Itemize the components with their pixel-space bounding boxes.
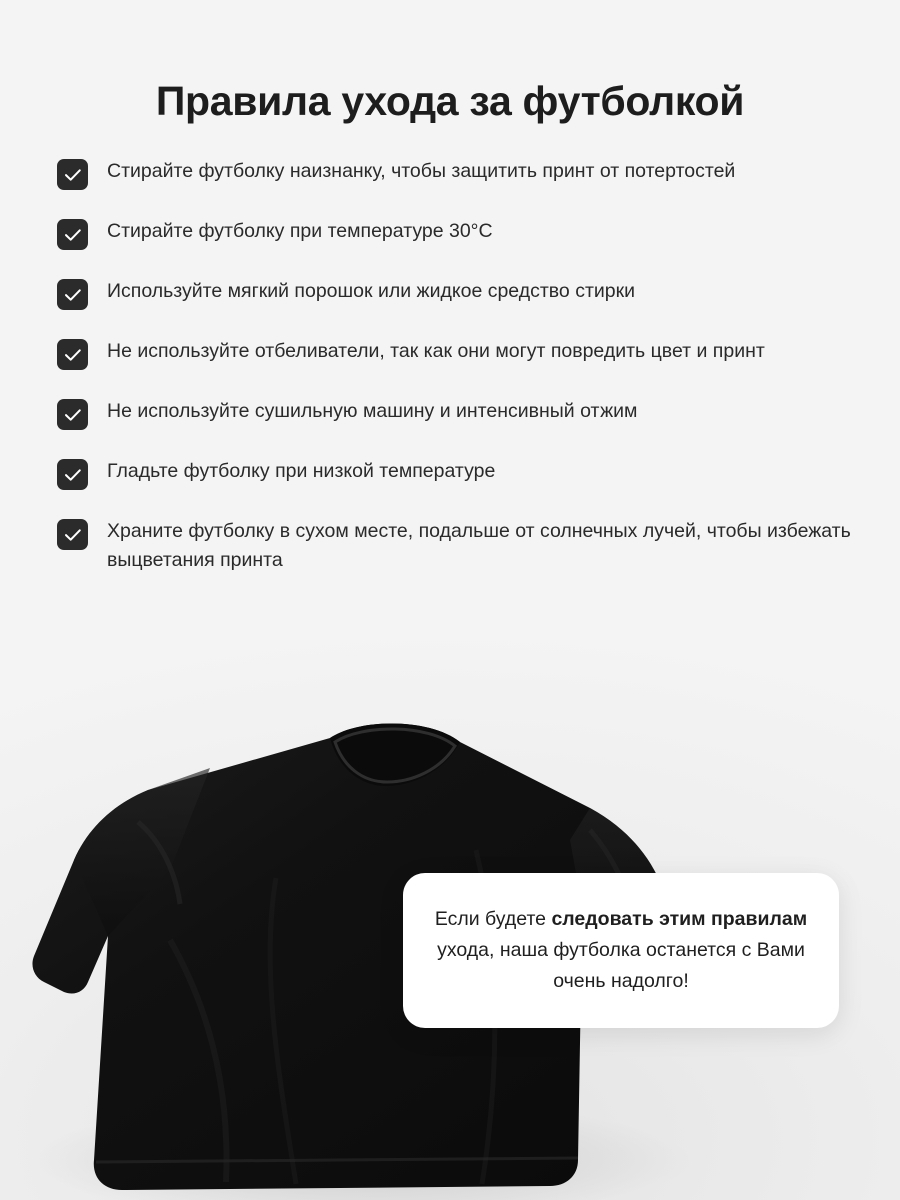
callout-suffix: ухода, наша футболка останется с Вами очень надолго! <box>437 939 805 992</box>
list-item <box>57 157 857 190</box>
callout-highlight: следовать этим правилам <box>551 908 808 930</box>
rule-text: Используйте мягкий порошок или жидкое средство стирки <box>107 280 636 302</box>
page-title: Правила ухода за футболкой <box>155 78 745 125</box>
rule-text: Стирайте футболку при температуре 30°С <box>107 220 493 242</box>
check-icon <box>57 459 88 490</box>
check-icon <box>57 339 88 370</box>
check-icon <box>57 159 88 190</box>
rule-text: Храните футболку в сухом месте, подальше от солнечных лучей, чтобы избежать выцветания принта <box>107 520 851 571</box>
list-item <box>57 337 857 370</box>
rule-text: Стирайте футболку наизнанку, чтобы защитить принт от потертостей <box>107 160 736 182</box>
list-item <box>57 277 857 310</box>
list-item <box>57 397 857 430</box>
rule-text: Не используйте сушильную машину и интенсивный отжим <box>107 400 638 422</box>
list-item <box>57 217 857 250</box>
rule-text: Не используйте отбеливатели, так как они могут повредить цвет и принт <box>107 340 765 362</box>
check-icon <box>57 399 88 430</box>
check-icon <box>57 519 88 550</box>
check-icon <box>57 219 88 250</box>
list-item <box>57 457 857 490</box>
callout-text <box>429 904 813 997</box>
care-rules-list <box>57 157 857 575</box>
check-icon <box>57 279 88 310</box>
rule-text: Гладьте футболку при низкой температуре <box>107 460 496 482</box>
list-item <box>57 517 857 575</box>
callout-card <box>403 873 839 1028</box>
callout-prefix: Если будете <box>434 908 552 930</box>
